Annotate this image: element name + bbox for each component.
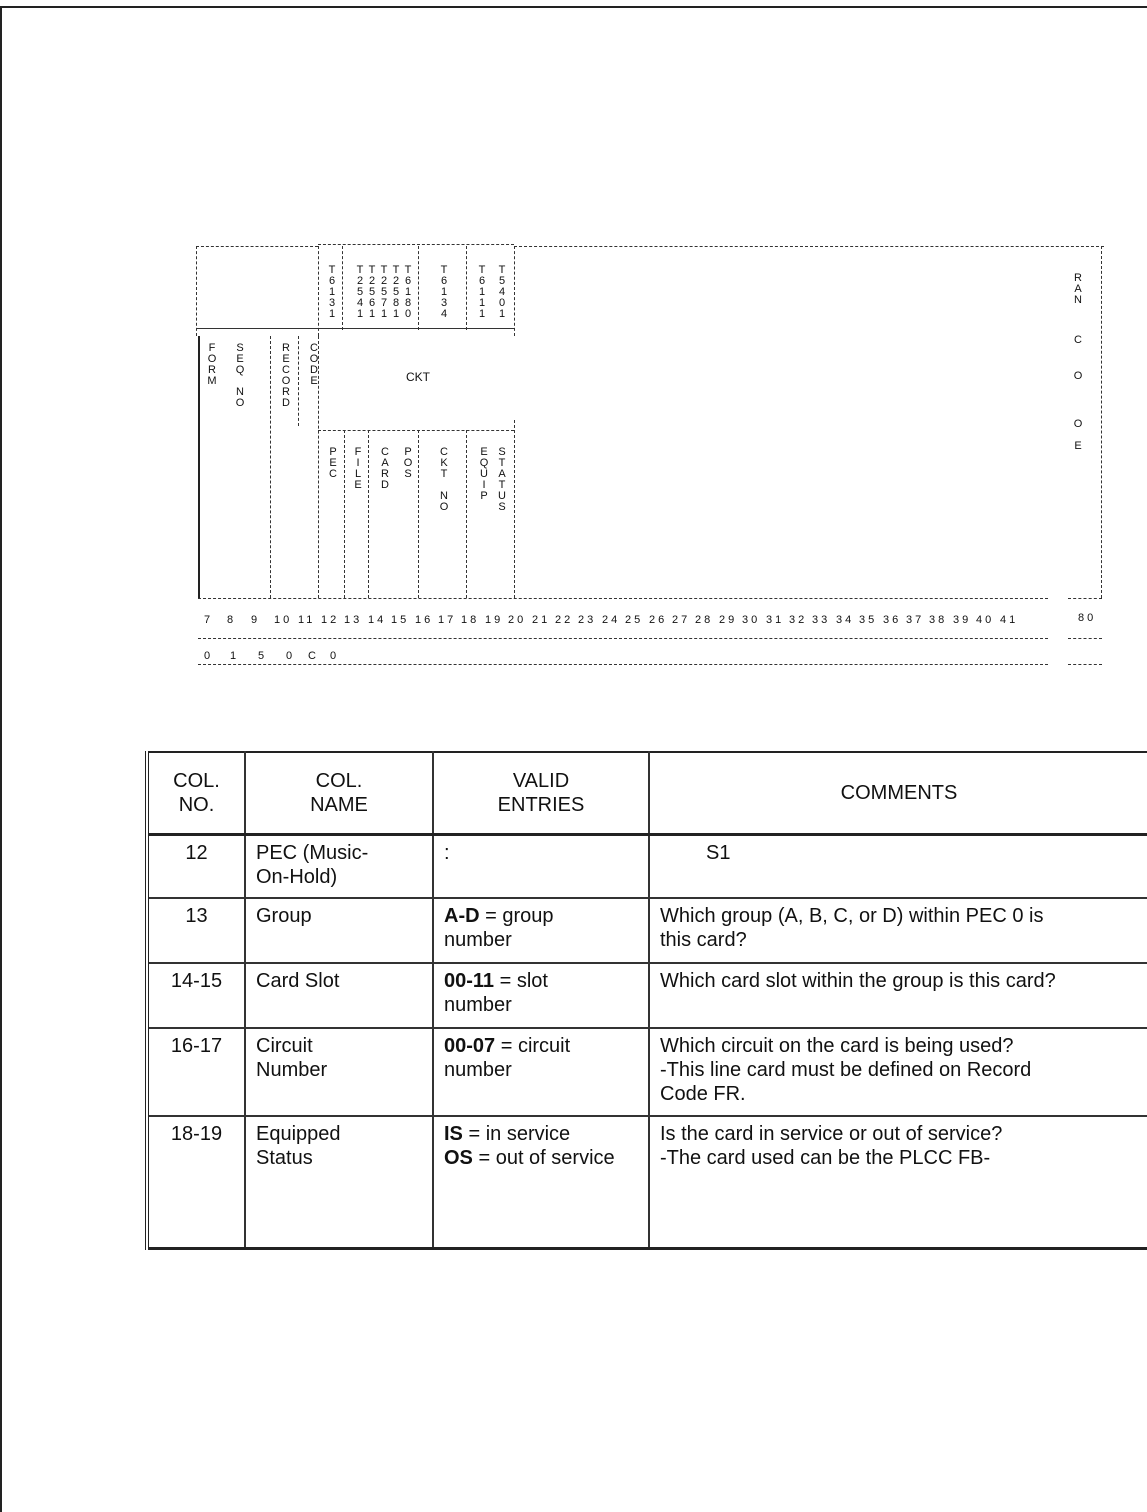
- comments-cell: Which card slot within the group is this card?: [649, 963, 1147, 1028]
- col-name-cell: Equipped Status: [245, 1116, 433, 1249]
- column-number: 14: [368, 614, 387, 626]
- column-number: 15: [391, 614, 410, 626]
- field-label-file: FILE: [352, 446, 364, 490]
- frame-top-right: [514, 246, 1104, 247]
- column-number: 28: [695, 614, 714, 626]
- valid-entries-cell: :: [433, 835, 649, 899]
- column-number: 40: [976, 614, 995, 626]
- label-form: FORM: [206, 342, 218, 386]
- table-code: T6131: [326, 264, 338, 319]
- column-number: 20: [508, 614, 527, 626]
- field-label-ckt-no: CKT NO: [438, 446, 450, 512]
- column-number: 41: [1000, 614, 1019, 626]
- column-number: 9: [251, 614, 261, 626]
- table-code: T2561: [366, 264, 378, 319]
- col-name-cell: Circuit Number: [245, 1028, 433, 1116]
- column-number: 30: [742, 614, 761, 626]
- strip-right-mid: [1068, 638, 1102, 639]
- column-number: 7: [204, 614, 214, 626]
- col-name-cell: Card Slot: [245, 963, 433, 1028]
- table-code: T6134: [438, 264, 450, 319]
- table-code: T6180: [402, 264, 414, 319]
- field-label-status: STATUS: [496, 446, 508, 512]
- code-box-left: [318, 246, 319, 336]
- header-valid-entries: VALID ENTRIES: [433, 752, 649, 835]
- frame-left-solid: [198, 336, 200, 598]
- page-top-rule: [0, 6, 1147, 8]
- frame-right: [1101, 246, 1102, 598]
- column-number: 23: [578, 614, 597, 626]
- field-label-card: CARD: [379, 446, 391, 490]
- column-number: 10: [274, 614, 293, 626]
- header-comments: COMMENTS: [649, 752, 1147, 835]
- column-number: 12: [321, 614, 340, 626]
- col-name-cell: Group: [245, 898, 433, 963]
- column-number: 8: [227, 614, 237, 626]
- field-label-equip: EQUIP: [478, 446, 490, 501]
- frame-top-left: [196, 246, 318, 247]
- header-col-name: COL. NAME: [245, 752, 433, 835]
- column-number: 37: [906, 614, 925, 626]
- label-right-o2: O: [1072, 418, 1084, 429]
- divider-file: [368, 430, 369, 598]
- strip-middle: [198, 638, 1048, 639]
- label-code: CODE: [308, 342, 320, 386]
- table-code: T2541: [354, 264, 366, 319]
- valid-entries-cell: IS = in service OS = out of service: [433, 1116, 649, 1249]
- divider-ckt-no: [466, 430, 467, 598]
- comments-cell: Is the card in service or out of service? -The card used can be the PLCC FB-: [649, 1116, 1147, 1249]
- divider-field-right: [514, 420, 515, 598]
- column-number: 31: [766, 614, 785, 626]
- col-name-cell: PEC (Music- On-Hold): [245, 835, 433, 899]
- label-record: RECORD: [280, 342, 292, 408]
- table-row: [147, 1116, 1147, 1249]
- col-no-cell: 14-15: [147, 963, 245, 1028]
- column-number: 21: [532, 614, 551, 626]
- table-code: T2571: [378, 264, 390, 319]
- divider-record: [270, 336, 271, 598]
- column-number: 13: [344, 614, 363, 626]
- label-seq-no: SEQ NO: [234, 342, 246, 408]
- strip-bottom: [198, 664, 1048, 665]
- strip-right-top: [1068, 598, 1102, 599]
- comments-cell: Which group (A, B, C, or D) within PEC 0 is this card?: [649, 898, 1147, 963]
- col-no-cell: 12: [147, 835, 245, 899]
- valid-entries-cell: 00-07 = circuit number: [433, 1028, 649, 1116]
- field-label-pos: POS: [402, 446, 414, 479]
- table-row: [147, 898, 1147, 963]
- label-ckt: CKT: [406, 370, 430, 384]
- table-row: [147, 835, 1147, 899]
- table-code: T2581: [390, 264, 402, 319]
- label-right-e: E: [1072, 440, 1084, 451]
- column-number: 11: [298, 614, 316, 626]
- form-layout-diagram: [196, 240, 1106, 670]
- column-number: 16: [415, 614, 434, 626]
- strip-right-bottom: [1068, 664, 1102, 665]
- divider-pos: [418, 430, 419, 598]
- comments-cell: S1: [649, 835, 1147, 899]
- column-number: 32: [789, 614, 808, 626]
- page-left-rule: [0, 6, 2, 1512]
- code-box-right: [514, 246, 515, 336]
- column-number: 39: [953, 614, 972, 626]
- table-code: T5401: [496, 264, 508, 319]
- table-header-row: [147, 752, 1147, 835]
- column-number: 36: [883, 614, 902, 626]
- label-right-c: C: [1072, 334, 1084, 345]
- divider-code: [298, 336, 299, 426]
- prefilled-value: C: [308, 650, 316, 662]
- col-no-cell: 13: [147, 898, 245, 963]
- column-number: 24: [602, 614, 621, 626]
- column-number: 27: [672, 614, 691, 626]
- code-divider-3: [342, 246, 343, 330]
- label-right-o1: O: [1072, 370, 1084, 381]
- col-no-cell: 16-17: [147, 1028, 245, 1116]
- column-number: 25: [625, 614, 644, 626]
- label-ran: RAN: [1072, 272, 1084, 305]
- column-number: 18: [461, 614, 480, 626]
- code-divider-2: [466, 246, 467, 330]
- column-number: 22: [555, 614, 574, 626]
- column-number: 38: [929, 614, 948, 626]
- prefilled-values: [196, 650, 456, 664]
- column-number: 35: [859, 614, 878, 626]
- prefilled-value: 0: [330, 650, 337, 662]
- prefilled-value: 5: [258, 650, 265, 662]
- header-col-no: COL. NO.: [147, 752, 245, 835]
- column-number: 33: [812, 614, 831, 626]
- column-number: 29: [719, 614, 738, 626]
- field-area-top: [318, 430, 514, 431]
- column-number: 19: [485, 614, 504, 626]
- field-label-pec: PEC: [327, 446, 339, 479]
- prefilled-value: 0: [286, 650, 293, 662]
- column-number: 34: [836, 614, 855, 626]
- valid-entries-cell: A-D = group number: [433, 898, 649, 963]
- column-number: 17: [438, 614, 457, 626]
- column-number-80: 80: [1078, 612, 1097, 624]
- prefilled-value: 0: [204, 650, 211, 662]
- col-no-cell: 18-19: [147, 1116, 245, 1249]
- column-definitions-table: [145, 751, 1147, 1250]
- strip-top: [198, 598, 1048, 599]
- code-divider-1: [418, 246, 419, 330]
- column-number: 26: [649, 614, 668, 626]
- table-row: [147, 963, 1147, 1028]
- frame-left-upper: [196, 246, 197, 336]
- prefilled-value: 1: [230, 650, 237, 662]
- frame-top-codes: [318, 244, 514, 245]
- comments-cell: Which circuit on the card is being used? -This line card must be defined on Record Code FR.: [649, 1028, 1147, 1116]
- table-row: [147, 1028, 1147, 1116]
- table-code: T6111: [476, 264, 488, 319]
- divider-pec: [344, 430, 345, 598]
- valid-entries-cell: 00-11 = slot number: [433, 963, 649, 1028]
- column-number-strip: [204, 614, 1044, 636]
